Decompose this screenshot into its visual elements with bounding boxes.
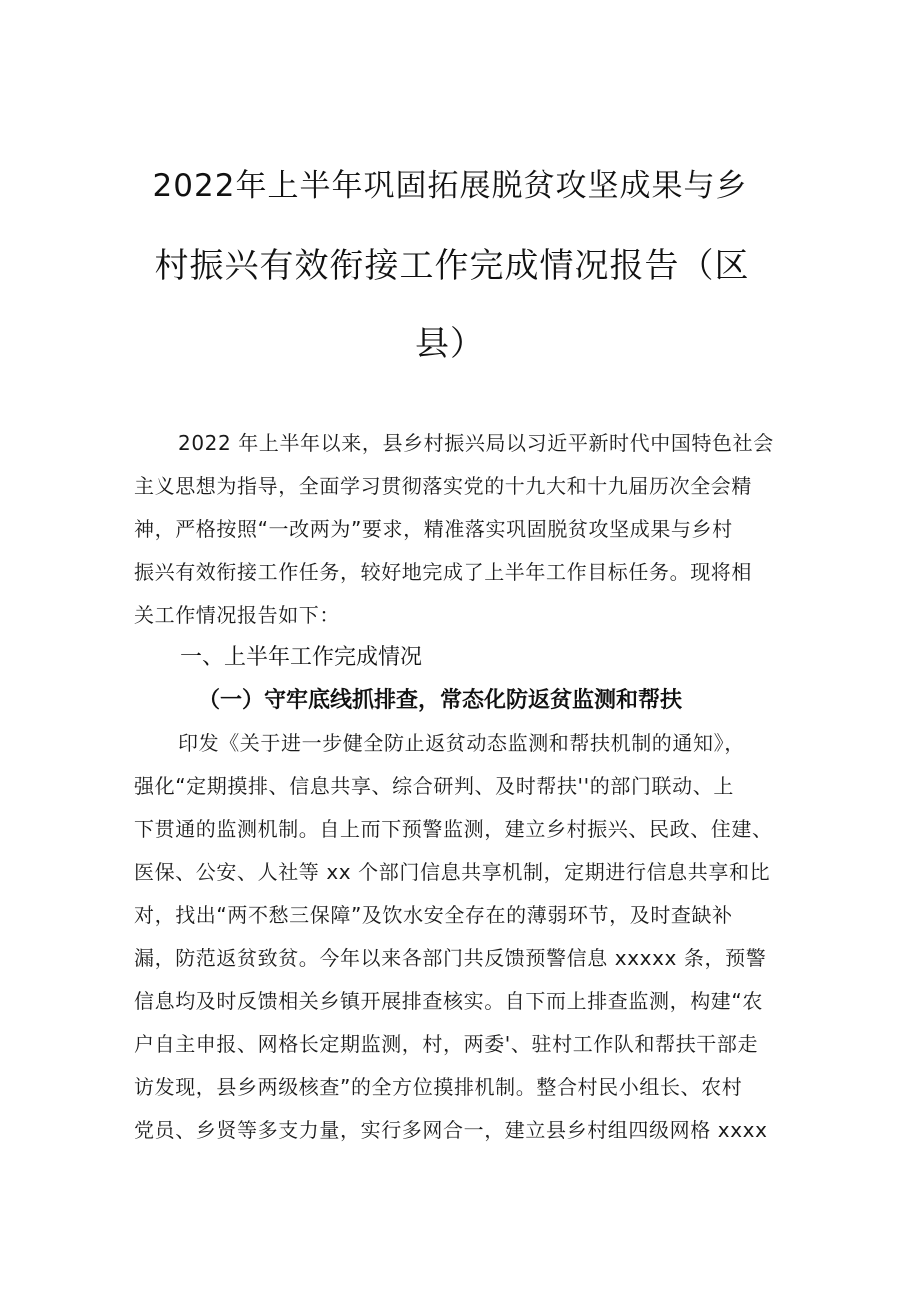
body-paragraph-line: 下贯通的监测机制。自上而下预警监测，建立乡村振兴、民政、住建、 — [134, 817, 773, 841]
body-paragraph-line: 信息均及时反馈相关乡镇开展排查核实。自下而上排查监测，构建“农 — [134, 989, 763, 1013]
document-title-line-1: 2022年上半年巩固拓展脱贫攻坚成果与乡 — [152, 168, 748, 204]
intro-paragraph-line: 主义思想为指导，全面学习贯彻落实党的十九大和十九届历次全会精 — [134, 474, 752, 498]
body-paragraph-line: 强化“定期摸排、信息共享、综合研判、及时帮扶''的部门联动、上 — [134, 774, 734, 798]
body-paragraph-line: 印发《关于进一步健全防止返贫动态监测和帮扶机制的通知》， — [178, 731, 745, 755]
body-paragraph-line: 对，找出“两不愁三保障”及饮水安全存在的薄弱环节，及时查缺补 — [134, 903, 733, 927]
body-paragraph-line: 漏，防范返贫致贫。今年以来各部门共反馈预警信息 xxxxx 条，预警 — [134, 946, 767, 970]
body-paragraph-line: 医保、公安、人社等 xx 个部门信息共享机制，定期进行信息共享和比 — [134, 860, 771, 884]
subsection-heading: （一）守牢底线抓排查，常态化防返贫监测和帮扶 — [198, 688, 683, 713]
intro-paragraph-line: 振兴有效衔接工作任务，较好地完成了上半年工作目标任务。现将相 — [134, 560, 752, 584]
section-heading: 一、上半年工作完成情况 — [180, 645, 423, 670]
body-paragraph-line: 党员、乡贤等多支力量，实行多网合一，建立县乡村组四级网格 xxxx — [134, 1118, 768, 1142]
body-paragraph-line: 户自主申报、网格长定期监测，村，两委'、驻村工作队和帮扶干部走 — [134, 1032, 759, 1056]
intro-paragraph-line: 神，严格按照“一改两为”要求，精准落实巩固脱贫攻坚成果与乡村 — [134, 517, 733, 541]
document-title-line-2: 村振兴有效衔接工作完成情况报告（区 — [154, 246, 750, 286]
body-paragraph-line: 访发现，县乡两级核查”的全方位摸排机制。整合村民小组长、农村 — [134, 1075, 743, 1099]
document-title-line-3: 县） — [415, 324, 485, 364]
intro-paragraph-line: 2022 年上半年以来，县乡村振兴局以习近平新时代中国特色社会 — [178, 431, 774, 455]
intro-paragraph-line: 关工作情况报告如下： — [134, 603, 340, 627]
